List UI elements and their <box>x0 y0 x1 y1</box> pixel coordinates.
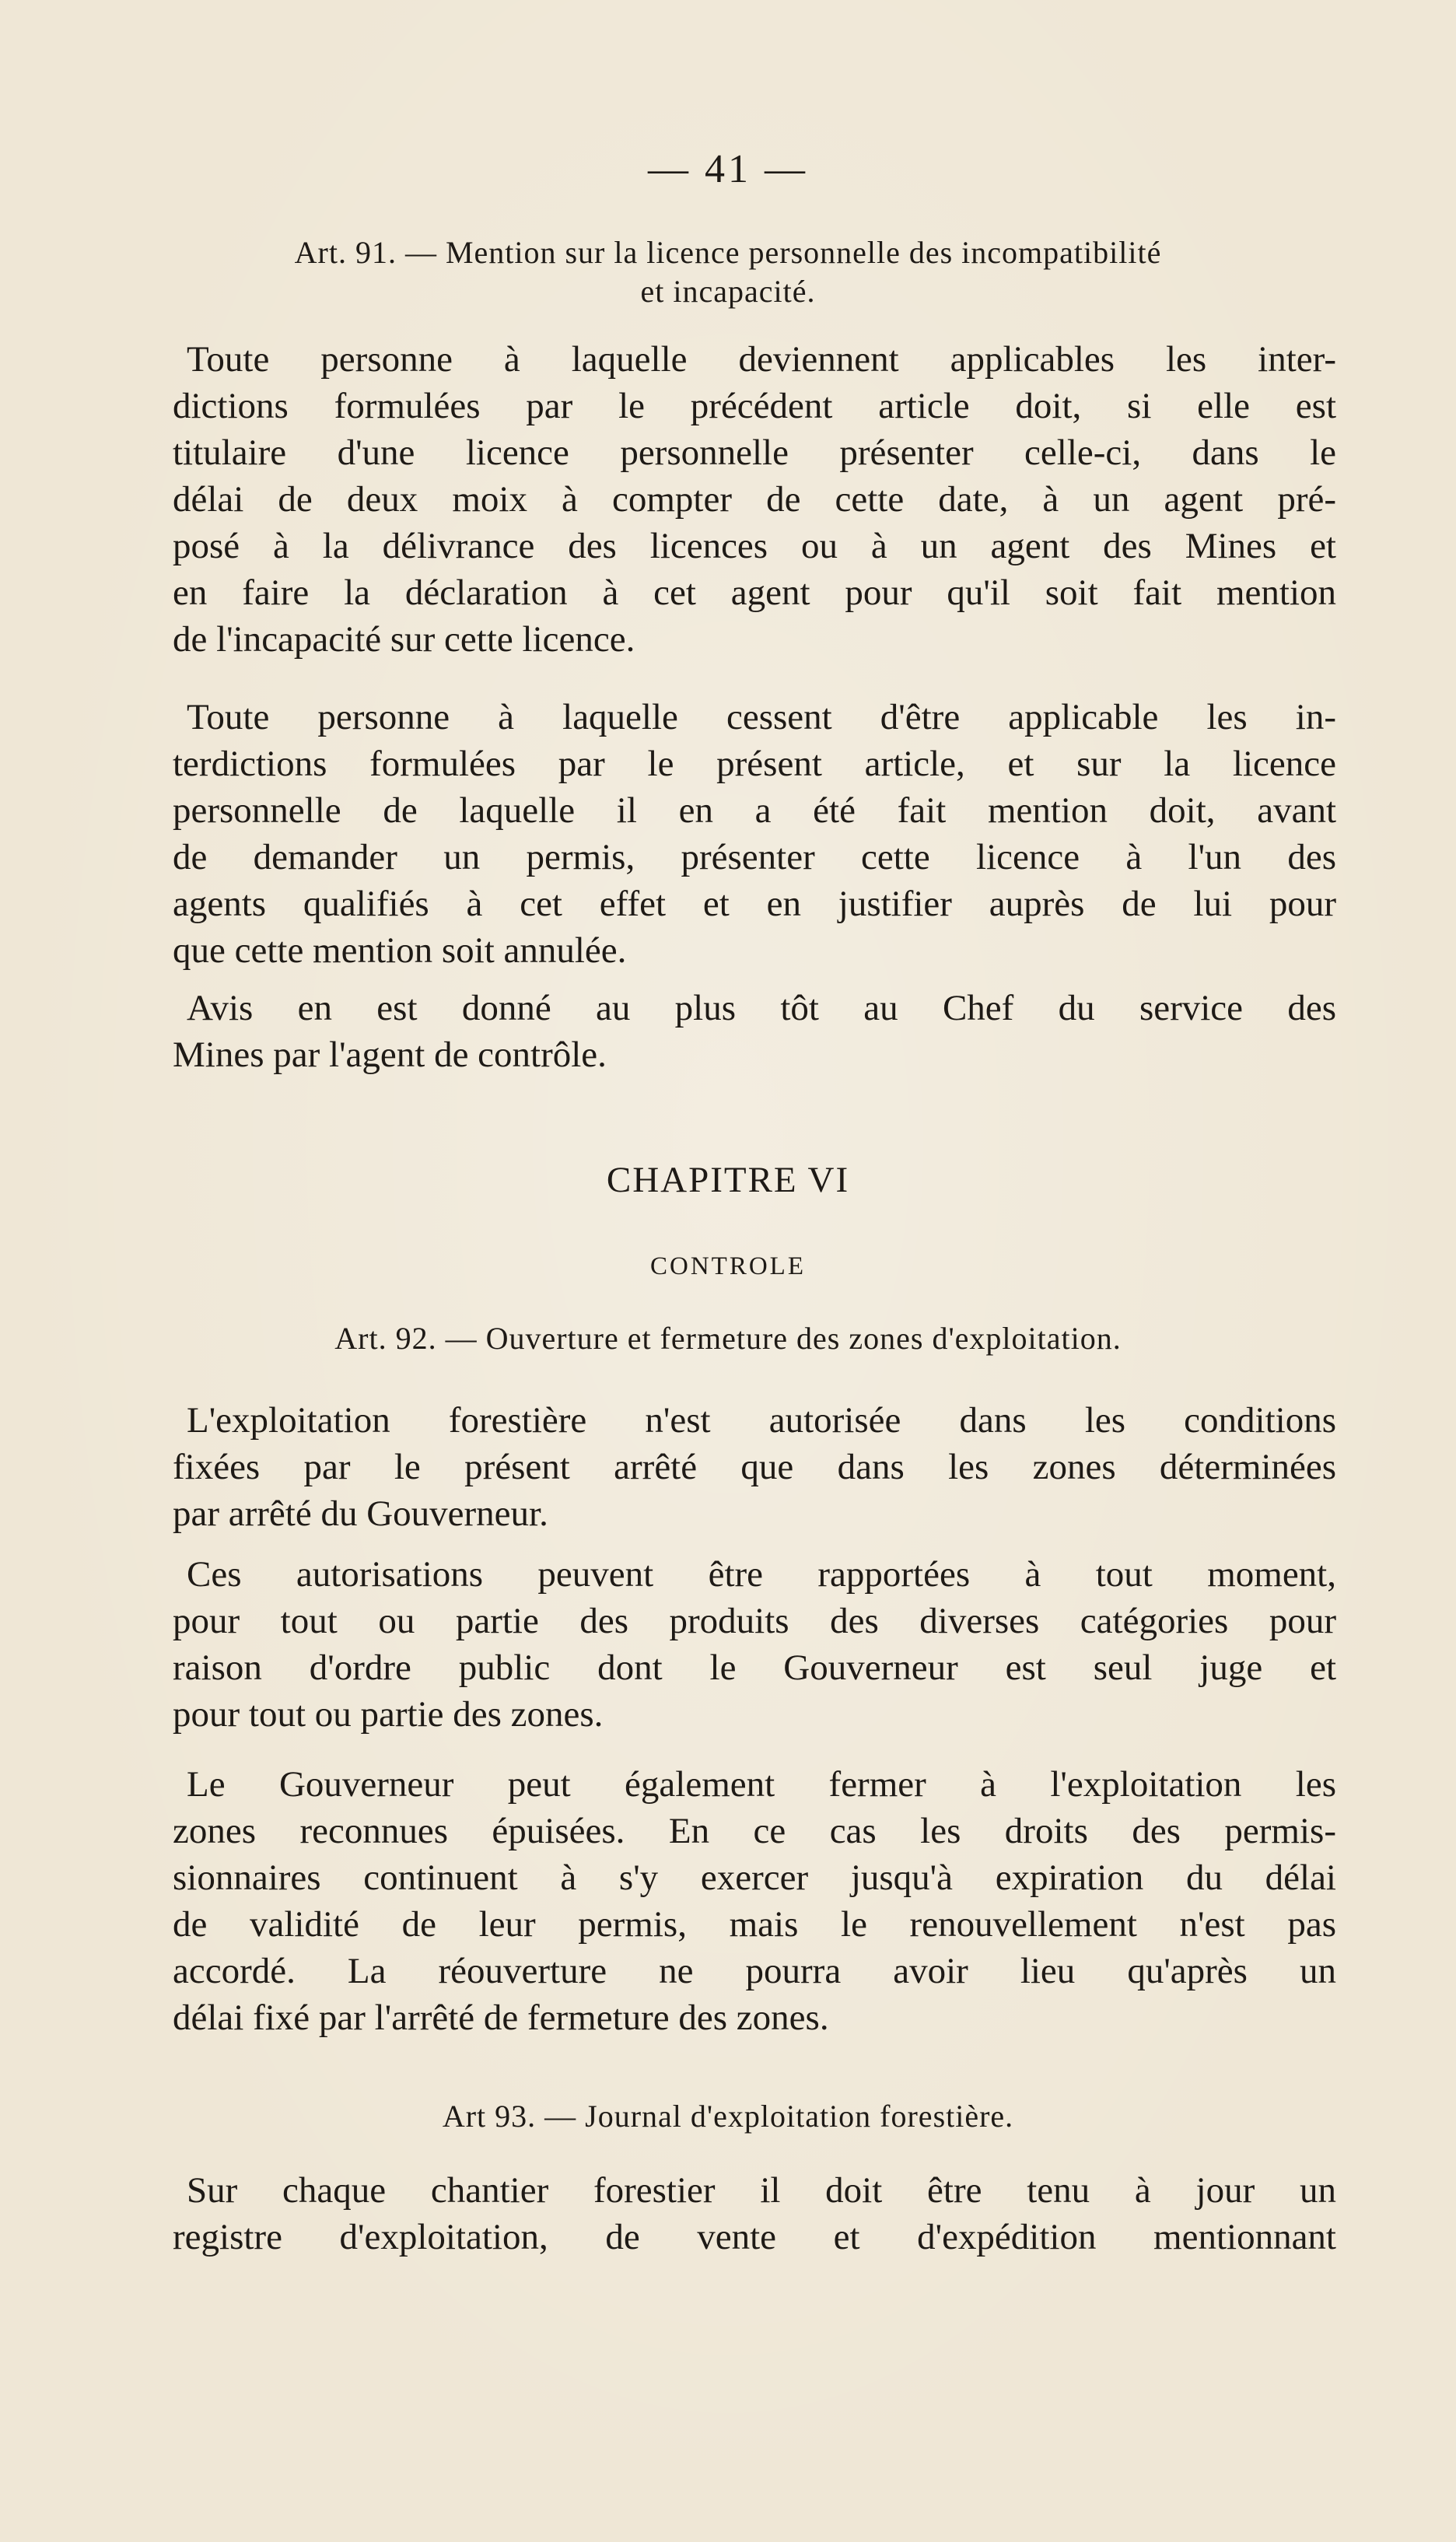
art91-para2-line: terdictions formulées par le présent article, et sur la licence <box>173 744 1336 784</box>
article-91-title-line-2: et incapacité. <box>640 274 816 309</box>
art93-para1-line: registre d'exploitation, de vente et d'expédition mentionnant <box>173 2217 1336 2257</box>
article-93-title: Art 93. — Journal d'exploitation forestière. <box>442 2099 1014 2134</box>
art91-para2-line: de demander un permis, présenter cette licence à l'un des <box>173 837 1336 877</box>
art91-para1-line: en faire la déclaration à cet agent pour qu'il soit fait mention <box>173 572 1336 613</box>
art92-para3-line: sionnaires continuent à s'y exercer jusqu'à expiration du délai <box>173 1857 1336 1898</box>
chapter-subtitle: CONTROLE <box>650 1252 806 1280</box>
art92-para3-line: accordé. La réouverture ne pourra avoir lieu qu'après un <box>173 1951 1336 1991</box>
art92-para2-line: raison d'ordre public dont le Gouverneur est seul juge et <box>173 1647 1336 1688</box>
art92-para3-line: délai fixé par l'arrêté de fermeture des zones. <box>173 1998 829 2038</box>
art91-para1-line: dictions formulées par le précédent article doit, si elle est <box>173 386 1336 426</box>
art92-para2-line: pour tout ou partie des produits des diverses catégories pour <box>173 1601 1336 1641</box>
art92-para1-line: par arrêté du Gouverneur. <box>173 1493 548 1534</box>
art91-para1-line: titulaire d'une licence personnelle présenter celle-ci, dans le <box>173 432 1336 473</box>
art92-para3-line: zones reconnues épuisées. En ce cas les droits des permis- <box>173 1811 1336 1851</box>
art92-para2-line: Ces autorisations peuvent être rapportées à tout moment, <box>187 1554 1336 1595</box>
art91-para1-line: délai de deux moix à compter de cette date, à un agent pré- <box>173 479 1336 520</box>
article-91-title-line-1: Art. 91. — Mention sur la licence personnelle des incompatibilité <box>294 235 1162 270</box>
article-92-title: Art. 92. — Ouverture et fermeture des zones d'exploitation. <box>334 1321 1122 1356</box>
page-number: — 41 — <box>648 147 808 191</box>
art91-para3-line: Mines par l'agent de contrôle. <box>173 1035 607 1075</box>
art92-para3-line: de validité de leur permis, mais le renouvellement n'est pas <box>173 1904 1336 1945</box>
art91-para2-line: que cette mention soit annulée. <box>173 930 627 971</box>
art91-para1-line: de l'incapacité sur cette licence. <box>173 619 635 660</box>
art91-para2-line: agents qualifiés à cet effet et en justifier auprès de lui pour <box>173 884 1336 924</box>
art92-para2-line: pour tout ou partie des zones. <box>173 1694 604 1735</box>
art91-para1-line: Toute personne à laquelle deviennent applicables les inter- <box>187 339 1336 380</box>
art91-para2-line: Toute personne à laquelle cessent d'être applicable les in- <box>187 697 1336 737</box>
art92-para1-line: fixées par le présent arrêté que dans les zones déterminées <box>173 1447 1336 1487</box>
art93-para1-line: Sur chaque chantier forestier il doit être tenu à jour un <box>187 2170 1336 2211</box>
art92-para3-line: Le Gouverneur peut également fermer à l'exploitation les <box>187 1764 1336 1805</box>
art92-para1-line: L'exploitation forestière n'est autorisée dans les conditions <box>187 1400 1336 1441</box>
chapter-title: CHAPITRE VI <box>606 1160 850 1200</box>
art91-para3-line: Avis en est donné au plus tôt au Chef du service des <box>187 988 1336 1028</box>
art91-para2-line: personnelle de laquelle il en a été fait mention doit, avant <box>173 790 1336 831</box>
art91-para1-line: posé à la délivrance des licences ou à un agent des Mines et <box>173 526 1336 566</box>
